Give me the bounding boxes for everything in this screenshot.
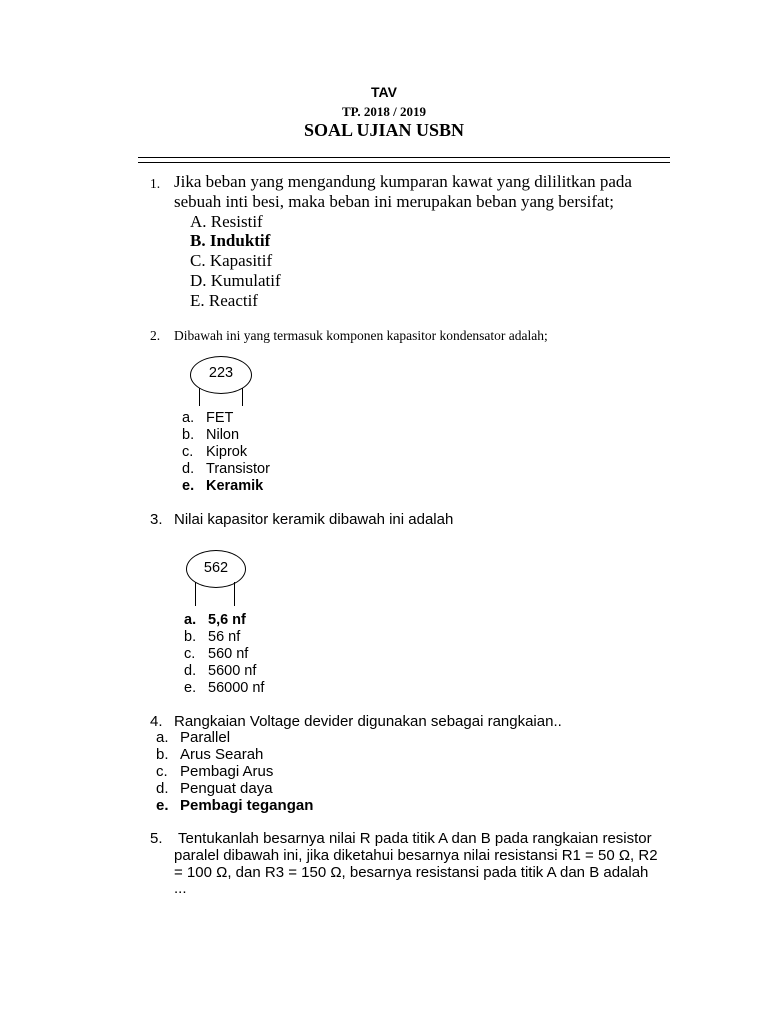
option-a: A. Resistif	[190, 212, 263, 231]
option-letter: c.	[182, 444, 194, 460]
header-org: TAV	[371, 84, 397, 100]
capacitor-label: 562	[203, 560, 229, 576]
header-year: TP. 2018 / 2019	[341, 104, 427, 119]
question-text-line: Jika beban yang mengandung kumparan kawat yang dililitkan pada	[174, 172, 632, 191]
option-text-answer: 5,6 nf	[208, 612, 246, 628]
option-letter-answer: e.	[156, 797, 169, 814]
option-text-answer: Keramik	[206, 478, 264, 494]
capacitor-label: 223	[208, 365, 234, 381]
question-number: 1.	[150, 176, 161, 191]
option-text: Penguat daya	[180, 780, 273, 797]
option-letter: c.	[184, 646, 196, 662]
question-number: 3.	[150, 511, 163, 528]
option-letter: a.	[182, 410, 195, 426]
option-text: Transistor	[206, 461, 270, 477]
option-text: 560 nf	[208, 646, 249, 662]
option-letter: e.	[184, 680, 197, 696]
option-letter: d.	[184, 663, 197, 679]
question-text: Rangkaian Voltage devider digunakan sebagai rangkaian..	[174, 713, 562, 730]
option-c: C. Kapasitif	[190, 251, 273, 270]
page-title: SOAL UJIAN USBN	[303, 120, 465, 140]
header-divider-bottom	[138, 162, 670, 163]
option-text: 56 nf	[208, 629, 241, 645]
question-number: 4.	[150, 713, 163, 730]
option-letter: d.	[182, 461, 195, 477]
option-letter: a.	[156, 729, 169, 746]
option-letter: b.	[184, 629, 197, 645]
question-text: Nilai kapasitor keramik dibawah ini adalah	[174, 511, 454, 528]
question-number: 2.	[150, 328, 161, 343]
option-b-answer: B. Induktif	[190, 231, 271, 250]
option-text-answer: Pembagi tegangan	[180, 797, 314, 814]
capacitor-lead-right	[234, 582, 235, 606]
question-text-line: ...	[174, 880, 187, 897]
option-letter-answer: a.	[184, 612, 197, 628]
option-letter-answer: e.	[182, 478, 195, 494]
capacitor-lead-left	[195, 582, 196, 606]
option-text: Kiprok	[206, 444, 248, 460]
option-text: 56000 nf	[208, 680, 265, 696]
option-text: 5600 nf	[208, 663, 257, 679]
option-letter: d.	[156, 780, 169, 797]
question-text-line: = 100 Ω, dan R3 = 150 Ω, besarnya resistansi pada titik A dan B adalah	[174, 864, 649, 881]
option-text: FET	[206, 410, 234, 426]
option-e: E. Reactif	[190, 291, 258, 310]
question-text-line: sebuah inti besi, maka beban ini merupakan beban yang bersifat;	[174, 192, 614, 211]
question-text-line: Tentukanlah besarnya nilai R pada titik A dan B pada rangkaian resistor	[178, 830, 652, 847]
option-letter: b.	[156, 746, 169, 763]
question-text: Dibawah ini yang termasuk komponen kapasitor kondensator adalah;	[174, 328, 548, 343]
capacitor-lead-left	[199, 388, 200, 406]
question-text-line: paralel dibawah ini, jika diketahui besarnya nilai resistansi R1 = 50 Ω, R2	[174, 847, 658, 864]
capacitor-lead-right	[242, 388, 243, 406]
option-letter: c.	[156, 763, 168, 780]
question-number: 5.	[150, 830, 163, 847]
option-text: Arus Searah	[180, 746, 264, 763]
option-letter: b.	[182, 427, 195, 443]
option-text: Parallel	[180, 729, 231, 746]
option-text: Nilon	[206, 427, 240, 443]
header-divider-top	[138, 157, 670, 158]
option-d: D. Kumulatif	[190, 271, 281, 290]
option-text: Pembagi Arus	[180, 763, 274, 780]
